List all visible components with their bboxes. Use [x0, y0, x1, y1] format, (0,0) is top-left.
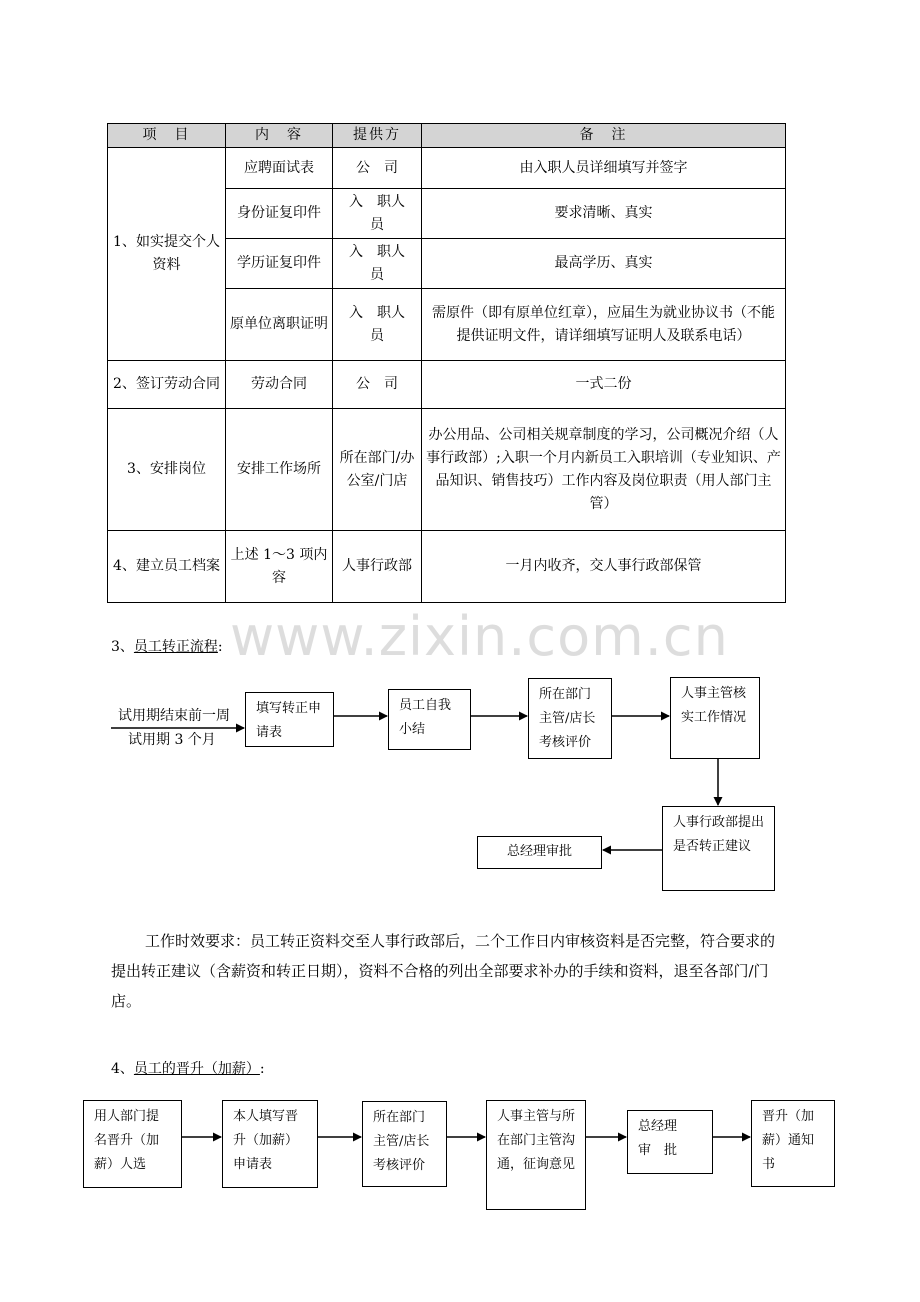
- cell-provider: 人事行政部: [333, 531, 422, 603]
- cell-content: 原单位离职证明: [226, 289, 333, 361]
- cell-content: 学历证复印件: [226, 239, 333, 289]
- cell-provider: 入 职人 员: [333, 239, 422, 289]
- flow4-step-hr-consult: 人事主管与所在部门主管沟通，征询意见: [486, 1100, 586, 1210]
- flow4-step-application: 本人填写晋升（加薪）申请表: [222, 1100, 318, 1188]
- timing-requirement-paragraph: 工作时效要求：员工转正资料交至人事行政部后，二个工作日内审核资料是否完整，符合要求的提出转正建议（含薪资和转正日期），资料不合格的列出全部要求补办的手续和资料，退至各部门/门店。: [111, 932, 776, 1010]
- flow3-step-hr-verify: 人事主管核实工作情况: [670, 677, 760, 759]
- cell-note: 要求清晰、真实: [422, 189, 786, 239]
- header-item: 项 目: [108, 124, 226, 148]
- section4-heading: [111, 1058, 265, 1078]
- flow3-step-dept-review: 所在部门主管/店长考核评价: [528, 678, 612, 759]
- table-row: [108, 409, 786, 531]
- cell-content: 应聘面试表: [226, 148, 333, 189]
- section4-number: 4、: [111, 1061, 134, 1077]
- cell-content: 劳动合同: [226, 361, 333, 409]
- table-row: [108, 531, 786, 603]
- section3-colon: :: [217, 639, 223, 655]
- watermark: www.zixin.com.cn: [230, 605, 729, 668]
- cell-note: 办公用品、公司相关规章制度的学习，公司概况介绍（人事行政部）;入职一个月内新员工入职培训（专业知识、产品知识、销售技巧）工作内容及岗位职责（用人部门主管）: [422, 409, 786, 531]
- flow3-step-gm-approve: 总经理审批: [477, 836, 602, 869]
- table-row: [108, 361, 786, 409]
- cell-item: 4、建立员工档案: [108, 531, 226, 603]
- section3-number: 3、: [111, 639, 134, 655]
- section3-heading: [111, 636, 223, 656]
- header-note: 备 注: [422, 124, 786, 148]
- cell-note: 需原件（即有原单位红章），应届生为就业协议书（不能提供证明文件，请详细填写证明人及联系电话）: [422, 289, 786, 361]
- cell-provider: 所在部门/办公室/门店: [333, 409, 422, 531]
- probation-length-note: 试用期 3 个月: [128, 732, 216, 748]
- flow3-step-fill-form: 填写转正申请表: [245, 692, 334, 747]
- cell-provider: 公 司: [333, 361, 422, 409]
- probation-start-note: 试用期结束前一周: [118, 708, 230, 724]
- flow3-step-hr-proposal: 人事行政部提出是否转正建议: [662, 806, 775, 891]
- flow4-step-nominate: 用人部门提名晋升（加薪）人选: [83, 1100, 182, 1188]
- cell-note: 一式二份: [422, 361, 786, 409]
- flow4-step-gm-approve: 总经理 审 批: [627, 1110, 713, 1174]
- flow4-step-notice: 晋升（加薪）通知书: [751, 1100, 835, 1187]
- cell-note: 由入职人员详细填写并签字: [422, 148, 786, 189]
- cell-provider: 公 司: [333, 148, 422, 189]
- cell-provider: 入 职人 员: [333, 189, 422, 239]
- cell-content: 身份证复印件: [226, 189, 333, 239]
- cell-provider: 入 职人 员: [333, 289, 422, 361]
- flow3-step-self-summary: 员工自我小结: [388, 689, 471, 750]
- flow4-step-dept-review: 所在部门主管/店长考核评价: [362, 1101, 447, 1187]
- table-header-row: [108, 124, 786, 148]
- header-provider: 提供方: [333, 124, 422, 148]
- onboarding-table: [107, 123, 786, 603]
- cell-item: 3、安排岗位: [108, 409, 226, 531]
- cell-note: 一月内收齐，交人事行政部保管: [422, 531, 786, 603]
- section3-title: 员工转正流程: [133, 639, 218, 655]
- cell-item: 2、签订劳动合同: [108, 361, 226, 409]
- section4-colon: :: [259, 1061, 265, 1077]
- table-row: [108, 148, 786, 189]
- cell-note: 最高学历、真实: [422, 239, 786, 289]
- cell-item: 1、如实提交个人资料: [108, 148, 226, 361]
- cell-content: 安排工作场所: [226, 409, 333, 531]
- section4-title: 员工的晋升（加薪）: [133, 1061, 260, 1077]
- header-content: 内 容: [226, 124, 333, 148]
- cell-content: 上述 1～3 项内容: [226, 531, 333, 603]
